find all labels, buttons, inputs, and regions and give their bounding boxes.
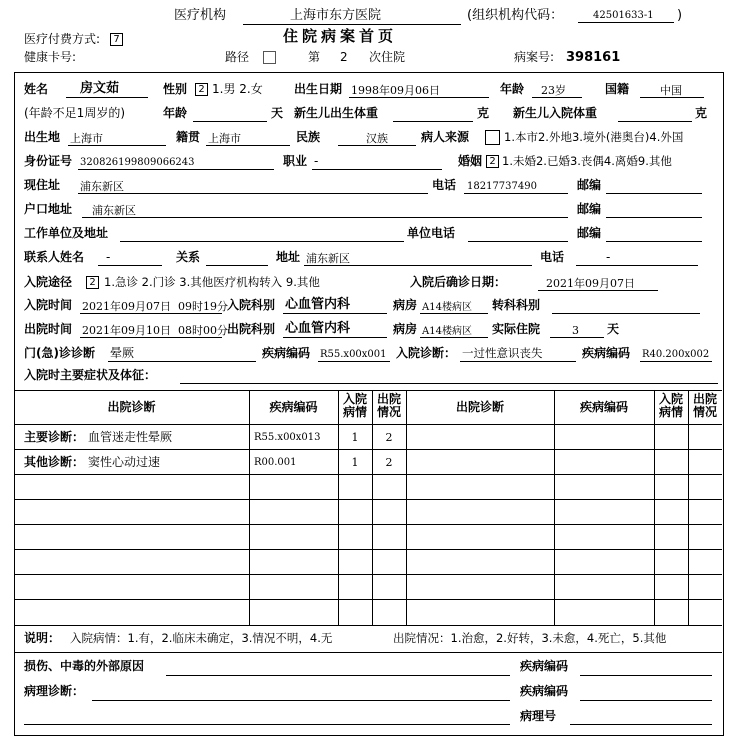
gender-options: 1.男 2.女: [212, 82, 263, 96]
ward-label: 病房: [393, 298, 418, 312]
contact-name-value: -: [106, 250, 111, 264]
id-number: 320826199809066243: [80, 157, 195, 168]
pay-method-label: 医疗付费方式:: [24, 32, 101, 46]
patient-source-box[interactable]: [485, 130, 500, 145]
contact-address-underline: [304, 265, 532, 266]
confirm-date-value: 2021年09月07日: [546, 277, 635, 290]
zip3-underline: [606, 241, 702, 242]
row-outcome: 2: [385, 431, 393, 444]
phone-underline: [464, 193, 568, 194]
phone-value: 18217737490: [467, 181, 537, 192]
stay-underline: [550, 337, 604, 338]
dob-label: 出生日期: [294, 82, 343, 96]
admit-weight-label: 新生儿入院体重: [513, 106, 598, 120]
pathology-code-label: 疾病编码: [520, 684, 569, 698]
header-outcome-r1: 出院: [692, 392, 717, 406]
discharge-dept-label: 出院科别: [227, 322, 276, 336]
relation-label: 关系: [176, 250, 201, 264]
pathology-code-underline: [580, 700, 712, 701]
infant-age-underline: [193, 121, 267, 122]
admit-code-value: R40.200x002: [642, 349, 710, 360]
note-outcome: 出院情况：1.治愈，2.好转，3.未愈，4.死亡，5.其他: [393, 631, 667, 645]
header-cond-l1: 入院: [342, 392, 367, 406]
occupation-label: 职业: [283, 154, 308, 168]
pathology-number-underline: [570, 724, 712, 725]
discharge-time-underline: [80, 337, 222, 338]
header-outcome-left: [372, 393, 406, 419]
clinic-code-label: 疾病编码: [262, 346, 311, 360]
birthplace-underline: [68, 145, 166, 146]
header-cond-left: [338, 393, 372, 419]
org-code: 42501633-1: [593, 10, 654, 21]
id-label: 身份证号: [24, 154, 73, 168]
nationality-label: 国籍: [605, 82, 630, 96]
pathology-dx-underline-2: [24, 724, 510, 725]
contact-phone-label: 电话: [540, 250, 565, 264]
admit-dept-underline: [283, 313, 387, 314]
admit-route-label: 入院途径: [24, 275, 73, 289]
patient-name: 房文茹: [80, 81, 120, 96]
admit-time-label: 入院时间: [24, 298, 73, 312]
admit-route-code: 2: [86, 276, 99, 289]
discharge-time-value: 2021年09月10日 08时00分: [82, 324, 228, 337]
row-code: R00.001: [254, 457, 297, 468]
admit-code-underline: [640, 361, 712, 362]
transfer-dept-label: 转科科别: [492, 298, 541, 312]
note-condition: 入院病情：1.有，2.临床未确定，3.情况不明，4.无: [70, 631, 333, 645]
birth-weight-label: 新生儿出生体重: [294, 106, 379, 120]
admit-route-options: 1.急诊 2.门诊 3.其他医疗机构转入 9.其他: [104, 275, 320, 289]
row-dx: 窦性心动过速: [88, 455, 161, 469]
clinic-code-value: R55.x00x001: [320, 349, 387, 360]
header-outcome-l1: 出院: [376, 392, 401, 406]
row-cond: 1: [351, 456, 359, 469]
contact-name-label: 联系人姓名: [24, 250, 85, 264]
header-discharge-dx-right: 出院诊断: [455, 400, 504, 414]
admit-code-label: 疾病编码: [582, 346, 631, 360]
header-outcome-right: [688, 393, 722, 419]
ward-value: A14楼病区: [422, 302, 472, 313]
hukou-value: 浦东新区: [92, 204, 136, 217]
visit-number: 2: [340, 50, 348, 64]
note-label: 说明：: [24, 631, 61, 645]
stay-label: 实际住院: [492, 322, 541, 336]
org-code-close: ): [677, 8, 683, 23]
footer-divider: [14, 652, 722, 653]
age-label: 年龄: [500, 82, 525, 96]
ward2-underline: [420, 337, 488, 338]
org-code-label: (组织机构代码：: [467, 8, 564, 23]
health-card-label: 健康卡号:: [24, 50, 77, 64]
header-cond-l2: 病情: [342, 405, 367, 419]
zip-label: 邮编: [577, 178, 602, 192]
gender-label: 性别: [163, 82, 188, 96]
path-label: 路径: [225, 50, 250, 64]
symptom-underline: [180, 383, 718, 384]
nationality-value: 中国: [660, 84, 682, 97]
age-underline: [532, 97, 582, 98]
confirm-date-label: 入院后确诊日期：: [410, 275, 507, 289]
gender-code: 2: [195, 83, 208, 96]
marriage-label: 婚姻: [458, 154, 483, 168]
header-discharge-dx-left: 出院诊断: [107, 400, 156, 414]
clinic-dx-underline: [108, 361, 256, 362]
admit-dept-label: 入院科别: [227, 298, 276, 312]
injury-code-underline: [580, 675, 712, 676]
work-phone-label: 单位电话: [407, 226, 456, 240]
patient-source-label: 病人来源: [421, 130, 470, 144]
dob-underline: [349, 97, 489, 98]
pay-method-code: 7: [110, 33, 123, 46]
record-number: 398161: [566, 50, 621, 65]
stay-unit: 天: [607, 322, 620, 336]
injury-code-label: 疾病编码: [520, 659, 569, 673]
visit-suffix: 次住院: [369, 50, 406, 64]
row-outcome: 2: [385, 456, 393, 469]
admit-dx-underline: [460, 361, 576, 362]
work-phone-underline: [468, 241, 568, 242]
header-code-right: 疾病编码: [579, 400, 628, 414]
record-number-label: 病案号:: [514, 50, 555, 64]
header-cond-r2: 病情: [658, 405, 683, 419]
symptom-label: 入院时主要症状及体征：: [24, 368, 157, 382]
clinic-dx-value: 晕厥: [110, 346, 135, 360]
row-label: 主要诊断：: [24, 430, 85, 444]
ethnicity-underline: [338, 145, 416, 146]
zip2-underline: [606, 217, 702, 218]
name-underline: [66, 97, 148, 98]
contact-phone-underline: [576, 265, 698, 266]
org-name-underline: [243, 24, 461, 25]
row-label: 其他诊断：: [24, 455, 85, 469]
pathology-dx-label: 病理诊断：: [24, 684, 85, 698]
gram-unit-1: 克: [477, 106, 490, 120]
pathology-number-label: 病理号: [520, 709, 557, 723]
org-label: 医疗机构: [174, 8, 227, 23]
contact-name-underline: [98, 265, 162, 266]
stay-value: 3: [572, 324, 579, 337]
native-place-underline: [206, 145, 290, 146]
contact-address-value: 浦东新区: [306, 252, 350, 265]
id-underline: [78, 169, 274, 170]
hukou-label: 户口地址: [24, 202, 73, 216]
header-cond-right: [654, 393, 688, 419]
native-place-value: 上海市: [208, 132, 241, 145]
clinic-code-underline: [318, 361, 390, 362]
clinic-dx-label: 门(急)诊诊断: [24, 346, 95, 360]
org-code-underline: [578, 22, 674, 23]
admit-weight-underline: [618, 121, 692, 122]
address-label: 现住址: [24, 178, 61, 192]
workplace-underline: [120, 241, 404, 242]
infant-note: (年龄不足1周岁的): [24, 106, 125, 120]
phone-label: 电话: [432, 178, 457, 192]
ward2-value: A14楼病区: [422, 326, 472, 337]
zip2-label: 邮编: [577, 202, 602, 216]
patient-source-options: 1.本市2.外地3.境外(港奥台)4.外国: [504, 130, 684, 144]
contact-address-label: 地址: [276, 250, 301, 264]
row-dx: 血管迷走性晕厥: [88, 430, 173, 444]
gram-unit-2: 克: [695, 106, 708, 120]
name-label: 姓名: [24, 82, 49, 96]
confirm-date-underline: [538, 290, 658, 291]
pathology-dx-underline: [92, 700, 510, 701]
header-outcome-r2: 情况: [692, 405, 717, 419]
visit-prefix: 第: [308, 50, 321, 64]
header-cond-r1: 入院: [658, 392, 683, 406]
marriage-code: 2: [486, 155, 499, 168]
discharge-dept-underline: [283, 337, 387, 338]
day-unit: 天: [271, 106, 284, 120]
occupation-value: -: [314, 154, 319, 168]
admit-time-underline: [80, 313, 222, 314]
workplace-label: 工作单位及地址: [24, 226, 109, 240]
age-value: 23岁: [541, 84, 566, 97]
path-checkbox[interactable]: [263, 51, 276, 64]
contact-phone-value: -: [606, 250, 611, 264]
relation-underline: [206, 265, 268, 266]
native-place-label: 籍贯: [176, 130, 201, 144]
hukou-underline: [82, 217, 568, 218]
infant-age-label: 年龄: [163, 106, 188, 120]
discharge-time-label: 出院时间: [24, 322, 73, 336]
zip3-label: 邮编: [577, 226, 602, 240]
org-name: 上海市东方医院: [290, 8, 382, 23]
ward-underline: [420, 313, 488, 314]
row-code: R55.x00x013: [254, 432, 321, 443]
birthplace-value: 上海市: [70, 132, 103, 145]
address-value: 浦东新区: [80, 180, 124, 193]
marriage-options: 1.未婚2.已婚3.丧偶4.离婚9.其他: [502, 154, 672, 168]
injury-cause-underline: [166, 675, 510, 676]
admit-time-value: 2021年09月07日 09时19分: [82, 300, 228, 313]
transfer-dept-underline: [552, 313, 700, 314]
birthplace-label: 出生地: [24, 130, 61, 144]
dob-value: 1998年09月06日: [351, 84, 440, 97]
nationality-underline: [640, 97, 704, 98]
header-code-left: 疾病编码: [269, 400, 318, 414]
birth-weight-underline: [393, 121, 473, 122]
ethnicity-label: 民族: [296, 130, 321, 144]
admit-dept-value: 心血管内科: [285, 297, 351, 312]
admit-dx-label: 入院诊断：: [396, 346, 457, 360]
header-outcome-l2: 情况: [376, 405, 401, 419]
row-cond: 1: [351, 431, 359, 444]
admit-dx-value: 一过性意识丧失: [462, 346, 543, 360]
discharge-dept-value: 心血管内科: [285, 321, 351, 336]
address-underline: [78, 193, 428, 194]
ethnicity-value: 汉族: [366, 132, 388, 145]
ward2-label: 病房: [393, 322, 418, 336]
injury-cause-label: 损伤、中毒的外部原因: [24, 659, 145, 673]
page-title: 住院病案首页: [283, 27, 398, 45]
zip-underline: [606, 193, 702, 194]
occupation-underline: [312, 169, 442, 170]
